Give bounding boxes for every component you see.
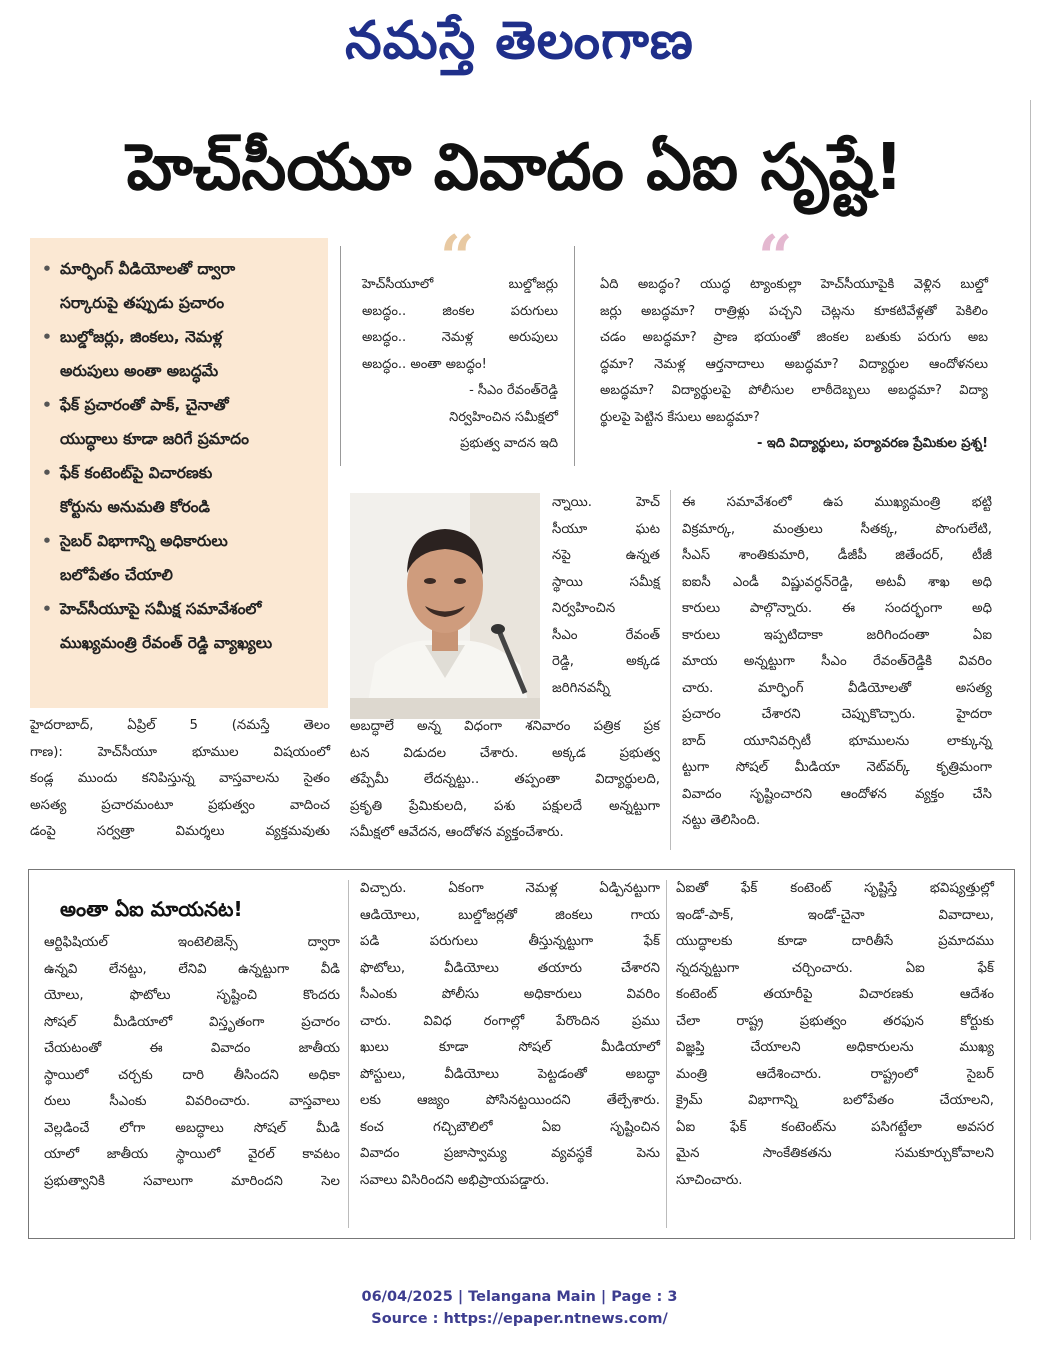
- text-line: మాయ అన్నట్టుగా సీఎం రేవంత్‌రెడ్డికి వివరిం: [682, 654, 992, 669]
- text-line: ఏఐతో ఫేక్ కంటెంట్ సృష్టిస్తే భవిష్యత్తుల్లో: [676, 881, 994, 896]
- text-line: గాణ): హెచ్‌సీయూ భూముల విషయంలో: [30, 744, 330, 760]
- text-line: వివాదం సృష్టించారని ఆందోళన వ్యక్తం చేసి: [682, 786, 992, 802]
- bullet-icon: •: [42, 532, 52, 550]
- sidebar-story-heading: అంతా ఏఐ మాయనట!: [60, 897, 243, 921]
- text-line: ఉన్నవి లేనట్టు, లేనివి ఉన్నట్టుగా వీడి: [44, 961, 340, 977]
- highlights-list: [42, 252, 320, 660]
- text-line: అబద్ధమా? విద్యార్థులపై పోలీసుల లాఠీదెబ్బలు అబద్ధమా? విద్యా: [600, 383, 988, 398]
- text-line: స్థాయి సమీక్ష: [552, 574, 660, 590]
- text-line: నిర్వహించిన సమీక్షలో: [449, 409, 558, 425]
- highlight-text: ఫేక్ ప్రచారంతో పాక్, చైనాతో: [60, 396, 229, 414]
- text-line: విచ్చారు. ఏకంగా నెమళ్ల ఏడ్పినట్టుగా: [360, 881, 660, 896]
- highlight-text: యుద్ధాలు కూడా జరిగే ప్రమాదం: [60, 430, 249, 448]
- cm-photo: [350, 493, 540, 719]
- text-line: క్రైమ్ విభాగాన్ని బలోపేతం చేయాలని,: [676, 1093, 994, 1108]
- highlights-box: [30, 238, 328, 708]
- text-line: ఈ సమావేశంలో ఉప ముఖ్యమంత్రి భట్టి: [682, 495, 992, 510]
- bullet-icon: •: [42, 464, 52, 482]
- text-line: రెడ్డి, అక్కడ: [552, 654, 660, 669]
- text-line: విజ్ఞప్తి చేయాలని అధికారులను ముఖ్య: [676, 1040, 994, 1055]
- text-line: అబద్ధం.. అంతా అబద్ధం!: [362, 356, 487, 372]
- text-line: యుద్ధాలకు కూడా దారితీసే ప్రమాదము: [676, 934, 994, 949]
- text-line: సమీక్షలో ఆవేదన, ఆందోళన వ్యక్తంచేశారు.: [350, 825, 564, 840]
- text-line: ఆడియోలు, బుల్డోజర్లతో జింకలు గాయ: [360, 907, 660, 923]
- highlight-item: [42, 490, 320, 524]
- text-line: ఇండో-పాక్, ఇండో-చైనా వివాదాలు,: [676, 907, 994, 923]
- bullet-icon: •: [42, 260, 52, 278]
- sidebar-story-column-1: [44, 930, 340, 1195]
- article-column-1: [30, 713, 330, 846]
- article-column-2-top: [552, 490, 660, 702]
- highlight-text: సైబర్ విభాగాన్ని అధికారులు: [60, 532, 228, 550]
- column-divider: [670, 490, 671, 850]
- quote-mark-right-icon: “: [758, 223, 793, 293]
- footer-source: Source : https://epaper.ntnews.com/: [371, 1311, 668, 1327]
- highlight-item: [42, 524, 320, 558]
- text-line: రులు సీఎంకు వివరించారు. వాస్తవాలు: [44, 1094, 340, 1109]
- text-line: హైదరాబాద్, ఏప్రిల్ 5 (నమస్తే తెలం: [30, 718, 330, 733]
- quote-left-text: [362, 272, 558, 378]
- text-line: అబద్ధాలే అన్న విధంగా శనివారం పత్రిక ప్రక: [350, 719, 660, 734]
- text-line: కారులు ఇప్పటిదాకా జరిగిందంతా ఏఐ: [682, 627, 992, 643]
- highlight-text: ముఖ్యమంత్రి రేవంత్ రెడ్డి వ్యాఖ్యలు: [60, 634, 273, 652]
- text-line: డంపై సర్వత్రా విమర్శలు వ్యక్తమవుతు: [30, 824, 330, 839]
- text-line: సవాలు విసిరిందని అభిప్రాయపడ్డారు.: [360, 1172, 550, 1188]
- text-line: చారు. మార్ఫింగ్ వీడియోలతో అసత్య: [682, 680, 992, 696]
- text-line: సీయూ ఘట: [552, 521, 660, 537]
- text-line: వివాదం ప్రజాస్వామ్య వ్యవస్థకే పెను: [360, 1146, 660, 1161]
- quote-right-attribution: - ఇది విద్యార్థులు, పర్యావరణ ప్రేమికుల ప్రశ్న!: [757, 436, 988, 451]
- bullet-icon: •: [42, 396, 52, 414]
- text-line: కండ్ల ముందు కనిపిస్తున్న వాస్తవాలను సైతం: [30, 771, 330, 786]
- highlight-item: [42, 286, 320, 320]
- highlight-text: బలోపేతం చేయాలి: [60, 566, 173, 584]
- text-line: నపై ఉన్నత: [552, 548, 660, 563]
- quote-left-attribution: [362, 378, 558, 458]
- sidebar-story-column-3: [676, 876, 994, 1194]
- text-line: బాద్ యూనివర్సిటీ భూములను లాక్కున్న: [682, 733, 992, 749]
- quote-mark-left-icon: “: [440, 223, 475, 293]
- bullet-icon: •: [42, 328, 52, 346]
- highlight-text: కోర్టును అనుమతి కోరండి: [60, 498, 210, 516]
- text-line: చేలా రాష్ట్ర ప్రభుత్వం తరఫున కోర్టుకు: [676, 1013, 994, 1029]
- text-line: నిర్వహించిన: [552, 601, 616, 616]
- sidebar-story-column-2: [360, 876, 660, 1194]
- text-line: చారు. వివిధ రంగాల్లో పేరొందిన ప్రము: [360, 1013, 660, 1029]
- quote-right: [600, 272, 988, 458]
- highlight-item: [42, 354, 320, 388]
- text-line: ప్రకృతి ప్రేమికులది, పశు పక్షులదే అన్నట్టుగా: [350, 798, 660, 814]
- text-line: జర్లు అబద్ధమా? రాత్రిళ్లు పచ్చని చెట్లను కూకటివేళ్లతో పెకిలిం: [600, 303, 988, 319]
- text-line: యోలు, ఫొటోలు సృష్టించి కొందరు: [44, 988, 340, 1003]
- text-line: లకు ఆజ్యం పోసినట్టయిందని తేల్చేశారు.: [360, 1093, 660, 1108]
- text-line: ర్థులపై పెట్టిన కేసులు అబద్ధమా?: [600, 409, 760, 425]
- quote-right-text: [600, 272, 988, 431]
- text-line: పడి పరుగులు తీస్తున్నట్టుగా ఫేక్: [360, 934, 660, 949]
- highlight-text: మార్ఫింగ్ వీడియోలతో ద్వారా: [60, 260, 236, 278]
- text-line: సీఎస్ శాంతికుమారి, డీజీపీ జితేందర్, టీజీ: [682, 548, 992, 563]
- highlight-item: [42, 252, 320, 286]
- text-line: అబద్ధం.. నెమళ్ల అరుపులు: [362, 330, 558, 345]
- highlight-text: ఫేక్ కంటెంట్‌పై విచారణకు: [60, 464, 213, 482]
- text-line: సోషల్ మీడియాలో విస్తృతంగా ప్రచారం: [44, 1014, 340, 1030]
- text-line: ఫొటోలు, వీడియోలు తయారు చేశారని: [360, 960, 660, 976]
- text-line: ఏఐ ఫేక్ కంటెంట్‌ను పసిగట్టేలా అవసర: [676, 1119, 994, 1135]
- quote-divider-left: [340, 246, 341, 466]
- text-line: ఖులు కూడా సోషల్ మీడియాలో: [360, 1040, 660, 1055]
- text-line: సీఎంకు పోలీసు అధికారులు వివరిం: [360, 987, 660, 1002]
- text-line: మైన సాంకేతికతను సమకూర్చుకోవాలని: [676, 1146, 994, 1161]
- text-line: ఆర్టిఫిషియల్ ఇంటెలిజెన్స్ ద్వారా: [44, 935, 340, 950]
- sidebar-column-divider-2: [666, 880, 667, 1228]
- text-line: ట్టుగా సోషల్ మీడియా నెట్‌వర్క్ కృత్రిమంగా: [682, 760, 992, 775]
- highlight-text: హెచ్‌సీయూపై సమీక్ష సమావేశంలో: [60, 600, 262, 618]
- masthead: నమస్తే తెలంగాణ: [345, 10, 694, 71]
- highlight-item: [42, 422, 320, 456]
- article-column-3: [682, 490, 992, 835]
- text-line: అబద్ధం.. జింకల పరుగులు: [362, 303, 558, 319]
- text-line: కంచ గచ్చిబౌలిలో ఏఐ సృష్టించిన: [360, 1119, 660, 1135]
- text-line: అసత్య ప్రచారమంటూ ప్రభుత్వం వాదించ: [30, 797, 330, 813]
- text-line: - సీఎం రేవంత్‌రెడ్డి: [469, 383, 558, 398]
- text-line: సూచించారు.: [676, 1172, 743, 1188]
- highlight-item: [42, 320, 320, 354]
- text-line: కంటెంట్ తయారీపై విచారణకు ఆదేశం: [676, 987, 994, 1002]
- highlight-text: బుల్డోజర్లు, జింకలు, నెమళ్ల: [60, 328, 223, 346]
- footer-date-page: 06/04/2025 | Telangana Main | Page : 3: [361, 1289, 678, 1305]
- sidebar-column-divider-1: [348, 880, 349, 1228]
- text-line: మంత్రి ఆదేశించారు. రాష్ట్రంలో సైబర్: [676, 1066, 994, 1082]
- text-line: తప్పేమీ లేదన్నట్టు.. తప్పంతా విద్యార్థులది,: [350, 772, 660, 787]
- text-line: స్థాయిలో చర్చకు దారి తీసిందని అధికా: [44, 1067, 340, 1083]
- text-line: ప్రభుత్వ వాదన ఇది: [460, 436, 558, 451]
- quote-divider: [574, 246, 575, 466]
- text-line: ఏది అబద్ధం? యుద్ధ ట్యాంకుల్లా హెచ్‌సీయూపైకి వెళ్లిన బుల్డో: [600, 277, 988, 292]
- text-line: ఐఐసీ ఎండీ విష్ణువర్ధన్‌రెడ్డి, అటవీ శాఖ అధి: [682, 574, 992, 590]
- highlight-item: [42, 592, 320, 626]
- text-line: జరిగినవన్నీ: [552, 680, 611, 696]
- article-column-2-bottom: [350, 714, 660, 847]
- text-line: ప్రభుత్వానికి సవాలుగా మారిందని సెల: [44, 1173, 340, 1189]
- text-line: సీఎం రేవంత్: [552, 627, 660, 643]
- bullet-icon: •: [42, 600, 52, 618]
- quote-left: [362, 272, 558, 458]
- text-line: న్నదన్నట్టుగా చర్చించారు. ఏఐ ఫేక్: [676, 960, 994, 976]
- text-line: వెల్లడించే లోగా అబద్ధాలు సోషల్ మీడి: [44, 1120, 340, 1136]
- text-line: పోస్టులు, వీడియోలు పెట్టడంతో అబద్ధా: [360, 1066, 660, 1082]
- highlight-text: సర్కారుపై తప్పుడు ప్రచారం: [60, 294, 225, 312]
- text-line: కారులు పాల్గొన్నారు. ఈ సందర్భంగా అధి: [682, 601, 992, 616]
- text-line: నట్టు తెలిసింది.: [682, 813, 761, 828]
- text-line: యాలో జాతీయ స్థాయిలో వైరల్ కావటం: [44, 1147, 340, 1162]
- text-line: విక్రమార్క, మంత్రులు సీతక్క, పొంగులేటి,: [682, 521, 992, 537]
- text-line: చేయటంతో ఈ వివాదం జాతీయ: [44, 1041, 340, 1056]
- page-divider: [1030, 100, 1031, 1240]
- text-line: న్నాయి. హెచ్: [552, 495, 660, 510]
- text-line: చడం అబద్ధమా? ప్రాణ భయంతో జింకల బతుకు పరుగు అబ: [600, 330, 988, 345]
- text-line: ప్రచారం చేశారని చెప్పుకొచ్చారు. హైదరా: [682, 707, 992, 722]
- highlight-item: [42, 456, 320, 490]
- highlight-item: [42, 558, 320, 592]
- highlight-text: అరుపులు అంతా అబద్ధమే: [60, 362, 219, 380]
- headline: హెచ్‌సీయూ వివాదం ఏఐ సృష్టే!: [126, 131, 904, 205]
- text-line: ద్ధమా? నెమళ్ల ఆర్తనాదాలు అబద్ధమా? విద్యార్థుల ఆందోళనలు: [600, 356, 988, 372]
- text-line: హెచ్‌సీయూలో బుల్డోజర్లు: [362, 277, 558, 292]
- text-line: టన విడుదల చేశారు. అక్కడ ప్రభుత్వ: [350, 745, 660, 761]
- highlight-item: [42, 388, 320, 422]
- highlight-item: [42, 626, 320, 660]
